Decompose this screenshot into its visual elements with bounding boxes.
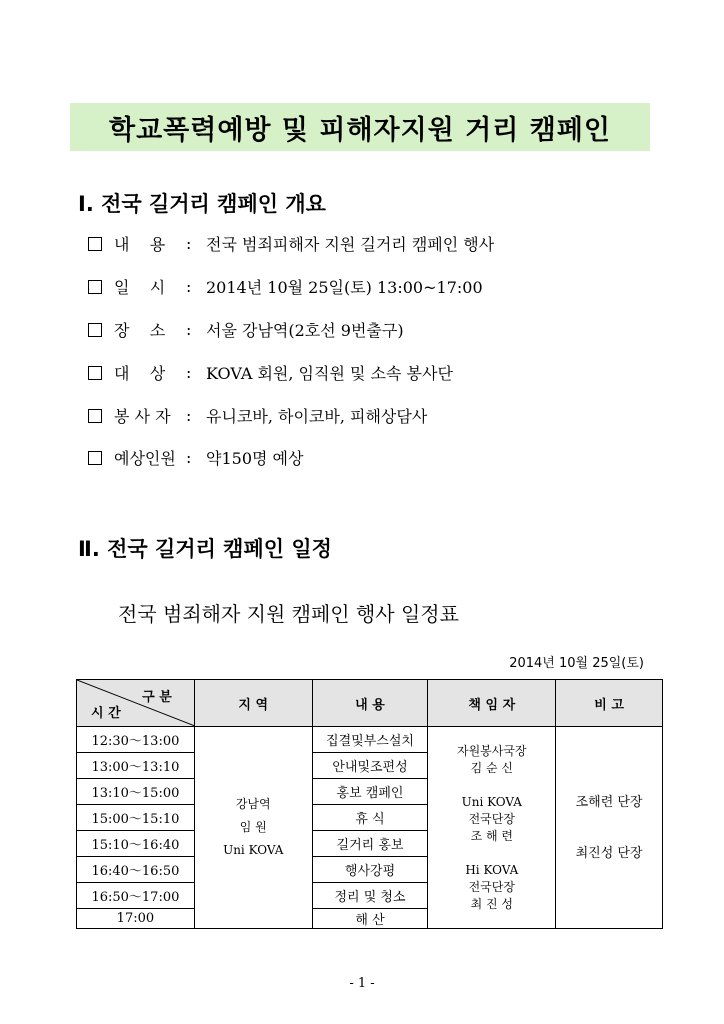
region-line: Uni KOVA — [223, 843, 284, 857]
table-header-row — [77, 680, 663, 727]
schedule-table — [76, 679, 663, 929]
overview-item — [88, 232, 494, 255]
overview-label: 봉 사 자 — [114, 407, 171, 426]
time-cell: 13:00～13:10 — [77, 753, 195, 779]
manager-line: 전국단장 — [468, 811, 515, 826]
content-cell: 휴 식 — [312, 805, 428, 831]
corner-header-cell — [77, 680, 195, 727]
section-1-heading: Ⅰ. 전국 길거리 캠페인 개요 — [78, 192, 326, 216]
overview-label: 내 용 — [114, 235, 166, 254]
header-content: 내 용 — [312, 680, 428, 727]
header-manager: 책 임 자 — [428, 680, 556, 727]
manager-line: 자원봉사국장 — [457, 743, 527, 758]
content-cell: 해 산 — [312, 909, 428, 929]
table-row — [77, 727, 663, 753]
time-cell: 15:10～16:40 — [77, 831, 195, 857]
time-cell: 15:00～15:10 — [77, 805, 195, 831]
checkbox-square-icon — [88, 237, 102, 251]
colon-separator: : — [186, 448, 192, 467]
note-cell — [556, 727, 663, 929]
title-banner — [70, 103, 650, 151]
note-line: 조해련 단장 — [575, 794, 643, 810]
content-cell: 정리 및 청소 — [312, 883, 428, 909]
time-cell: 16:40～16:50 — [77, 857, 195, 883]
corner-bottom-label: 시 간 — [91, 706, 121, 721]
colon-separator: : — [186, 320, 192, 339]
manager-line: 전국단장 — [468, 879, 515, 894]
content-cell: 홍보 캠페인 — [312, 779, 428, 805]
time-cell: 12:30～13:00 — [77, 727, 195, 753]
region-line: 강남역 — [235, 797, 271, 811]
section-2-heading: Ⅱ. 전국 길거리 캠페인 일정 — [78, 537, 332, 561]
content-cell: 집결및부스설치 — [312, 727, 428, 753]
colon-separator: : — [186, 406, 192, 425]
header-note: 비 고 — [556, 680, 663, 727]
overview-value: 유니코바, 하이코바, 피해상담사 — [206, 407, 428, 426]
note-line — [556, 811, 662, 828]
time-cell: 13:10～15:00 — [77, 779, 195, 805]
colon-separator: : — [186, 277, 192, 296]
schedule-title: 전국 범죄해자 지원 캠페인 행사 일정표 — [118, 602, 459, 626]
manager-line: Uni KOVA — [461, 794, 522, 809]
page-number: - 1 - — [349, 976, 375, 991]
note-line — [556, 828, 662, 845]
time-cell: 16:50～17:00 — [77, 883, 195, 909]
schedule-date: 2014년 10월 25일(토) — [509, 656, 644, 671]
colon-separator: : — [186, 363, 192, 382]
content-cell: 길거리 홍보 — [312, 831, 428, 857]
manager-line: 김 순 신 — [470, 760, 513, 775]
content-cell: 안내및조편성 — [312, 753, 428, 779]
time-cell: 17:00 — [77, 909, 195, 929]
checkbox-square-icon — [88, 366, 102, 380]
overview-label: 장 소 — [114, 321, 166, 340]
overview-item — [88, 318, 404, 341]
overview-item — [88, 361, 453, 384]
manager-line: 조 해 련 — [470, 828, 513, 843]
checkbox-square-icon — [88, 451, 102, 465]
overview-value: 2014년 10월 25일(토) 13:00~17:00 — [206, 278, 483, 297]
manager-line: Hi KOVA — [465, 862, 519, 877]
manager-line — [428, 845, 555, 862]
overview-label: 예상인원 — [114, 449, 176, 468]
overview-item — [88, 275, 483, 298]
overview-value: 전국 범죄피해자 지원 길거리 캠페인 행사 — [206, 235, 495, 254]
overview-value: 서울 강남역(2호선 9번출구) — [206, 321, 404, 340]
overview-label: 대 상 — [114, 364, 166, 383]
manager-line: 최 진 성 — [470, 896, 513, 911]
overview-value: KOVA 회원, 임직원 및 소속 봉사단 — [206, 364, 453, 383]
content-cell: 행사강평 — [312, 857, 428, 883]
note-line: 최진성 단장 — [575, 845, 643, 861]
checkbox-square-icon — [88, 280, 102, 294]
manager-line — [428, 777, 555, 794]
checkbox-square-icon — [88, 409, 102, 423]
overview-item — [88, 404, 427, 427]
overview-value: 약150명 예상 — [206, 449, 304, 468]
region-line: 임 원 — [239, 820, 267, 834]
header-region: 지 역 — [194, 680, 312, 727]
corner-top-label: 구 분 — [142, 690, 172, 705]
page-title: 학교폭력예방 및 피해자지원 거리 캠페인 — [109, 114, 611, 146]
checkbox-square-icon — [88, 323, 102, 337]
overview-label: 일 시 — [114, 278, 166, 297]
colon-separator: : — [186, 234, 192, 253]
overview-item — [88, 446, 303, 469]
region-cell — [194, 727, 312, 929]
manager-cell — [428, 727, 556, 929]
